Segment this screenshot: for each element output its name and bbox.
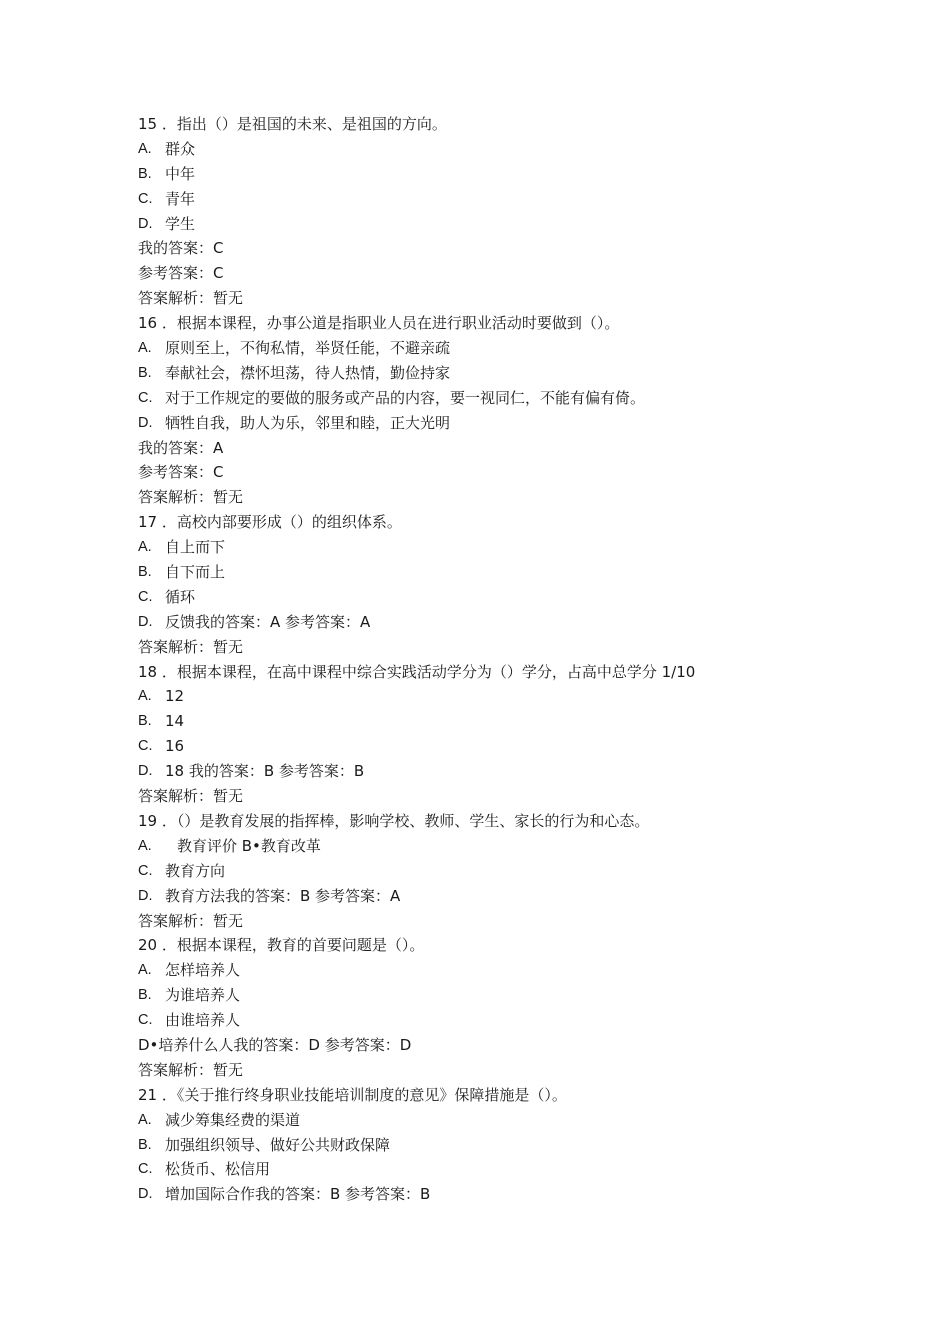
option-text: 12: [165, 687, 185, 706]
answer-option: [138, 585, 838, 610]
question-list: [138, 112, 838, 1207]
answer-line: 我的答案：C: [138, 239, 224, 258]
option-text: 16: [165, 737, 185, 756]
option-text: 奉献社会，襟怀坦荡，待人热情，勤俭持家: [165, 363, 451, 382]
answer-option: [138, 859, 838, 884]
answer-option: [138, 610, 838, 635]
question-stem: 19 ．（）是教育发展的指挥棒，影响学校、教师、学生、家长的行为和心态。: [138, 811, 650, 830]
answer-option: [138, 187, 838, 212]
answer-option: [138, 684, 838, 709]
answer-option: [138, 759, 838, 784]
option-text: 学生: [165, 214, 196, 233]
answer-option: [138, 983, 838, 1008]
option-letter: A.: [138, 962, 152, 979]
answer-line: 答案解析：暂无: [138, 787, 244, 806]
answer-line: 答案解析：暂无: [138, 637, 244, 656]
option-letter: A.: [138, 539, 152, 556]
answer-line: 参考答案：C: [138, 463, 224, 482]
option-letter: D.: [138, 1186, 153, 1203]
option-letter: C.: [138, 862, 153, 879]
option-text: 中年: [165, 164, 196, 183]
option-text: 减少筹集经费的渠道: [165, 1110, 301, 1129]
option-text: 为谁培养人: [165, 986, 241, 1005]
answer-option: [138, 1133, 838, 1158]
option-text: 原则至上，不徇私情，举贤任能，不避亲疏: [165, 339, 451, 358]
question-stem: 15 ．指出（）是祖国的未来、是祖国的方向。: [138, 115, 447, 133]
option-text: 18 我的答案：B 参考答案：B: [165, 762, 365, 781]
answer-option: [138, 1157, 838, 1182]
option-text: 循环: [165, 587, 196, 606]
option-text: 增加国际合作我的答案：B 参考答案：B: [165, 1185, 431, 1204]
option-text: 自上而下: [165, 538, 226, 557]
option-text: 牺牲自我，助人为乐，邻里和睦，正大光明: [165, 413, 451, 432]
answer-option: [138, 411, 838, 436]
option-letter: D.: [138, 215, 153, 232]
answer-line: D•培养什么人我的答案：D 参考答案：D: [138, 1035, 412, 1054]
answer-option: [138, 336, 838, 361]
answer-option: [138, 535, 838, 560]
option-letter: A.: [138, 340, 152, 357]
option-letter: B.: [138, 165, 152, 182]
answer-option: [138, 137, 838, 162]
answer-line: 答案解析：暂无: [138, 1060, 244, 1079]
answer-option: [138, 361, 838, 386]
option-letter: B.: [138, 713, 152, 730]
option-text: 怎样培养人: [165, 961, 241, 980]
option-letter: D.: [138, 613, 153, 630]
question-stem: 21 ．《关于推行终身职业技能培训制度的意见》保障措施是（）。: [138, 1085, 567, 1104]
question-stem: 20 ．根据本课程，教育的首要问题是（）。: [138, 936, 425, 955]
answer-option: [138, 1008, 838, 1033]
answer-option: [138, 212, 838, 237]
answer-line: 答案解析：暂无: [138, 488, 244, 507]
option-text: 青年: [165, 189, 196, 208]
option-letter: D.: [138, 414, 153, 431]
answer-line: 答案解析：暂无: [138, 289, 244, 308]
option-letter: C.: [138, 1161, 153, 1178]
option-letter: B.: [138, 1136, 152, 1153]
option-letter: D.: [138, 763, 153, 780]
answer-option: [138, 884, 838, 909]
option-letter: C.: [138, 588, 153, 605]
option-text: 群众: [165, 139, 196, 158]
option-letter: A.: [138, 140, 152, 157]
option-text: 由谁培养人: [165, 1011, 241, 1030]
option-letter: B.: [138, 987, 152, 1004]
option-text: 教育方法我的答案：B 参考答案：A: [165, 886, 401, 905]
answer-option: [138, 709, 838, 734]
question-stem: 17 ．高校内部要形成（）的组织体系。: [138, 513, 402, 532]
option-letter: C.: [138, 190, 153, 207]
option-text: 14: [165, 712, 185, 731]
answer-option: [138, 734, 838, 759]
answer-option: [138, 560, 838, 585]
option-letter: A.: [138, 688, 152, 705]
option-letter: C.: [138, 1012, 153, 1029]
answer-line: 我的答案：A: [138, 438, 224, 457]
option-letter: A.: [138, 1111, 152, 1128]
answer-line: 答案解析：暂无: [138, 911, 244, 930]
option-letter: C.: [138, 389, 153, 406]
answer-line: 参考答案：C: [138, 264, 224, 283]
question-stem: 18 ．根据本课程，在高中课程中综合实践活动学分为（）学分，占高中总学分 1/10: [138, 662, 696, 681]
answer-option: [138, 834, 838, 859]
option-text: 对于工作规定的要做的服务或产品的内容，要一视同仁，不能有偏有倚。: [165, 388, 646, 407]
answer-option: [138, 386, 838, 411]
option-letter: A.: [138, 837, 152, 854]
question-stem: 16 ．根据本课程，办事公道是指职业人员在进行职业活动时要做到（）。: [138, 314, 620, 333]
answer-option: [138, 1182, 838, 1207]
option-text: 加强组织领导、做好公共财政保障: [165, 1135, 391, 1154]
answer-option: [138, 1108, 838, 1133]
option-letter: D.: [138, 887, 153, 904]
answer-option: [138, 958, 838, 983]
answer-option: [138, 162, 838, 187]
option-text: 教育评价 B•教育改革: [177, 836, 321, 855]
option-text: 反馈我的答案：A 参考答案：A: [165, 612, 371, 631]
option-letter: B.: [138, 364, 152, 381]
option-text: 自下而上: [165, 563, 226, 582]
option-letter: C.: [138, 738, 153, 755]
option-text: 教育方向: [165, 861, 226, 880]
option-letter: B.: [138, 564, 152, 581]
option-text: 松货币、松信用: [165, 1160, 271, 1179]
